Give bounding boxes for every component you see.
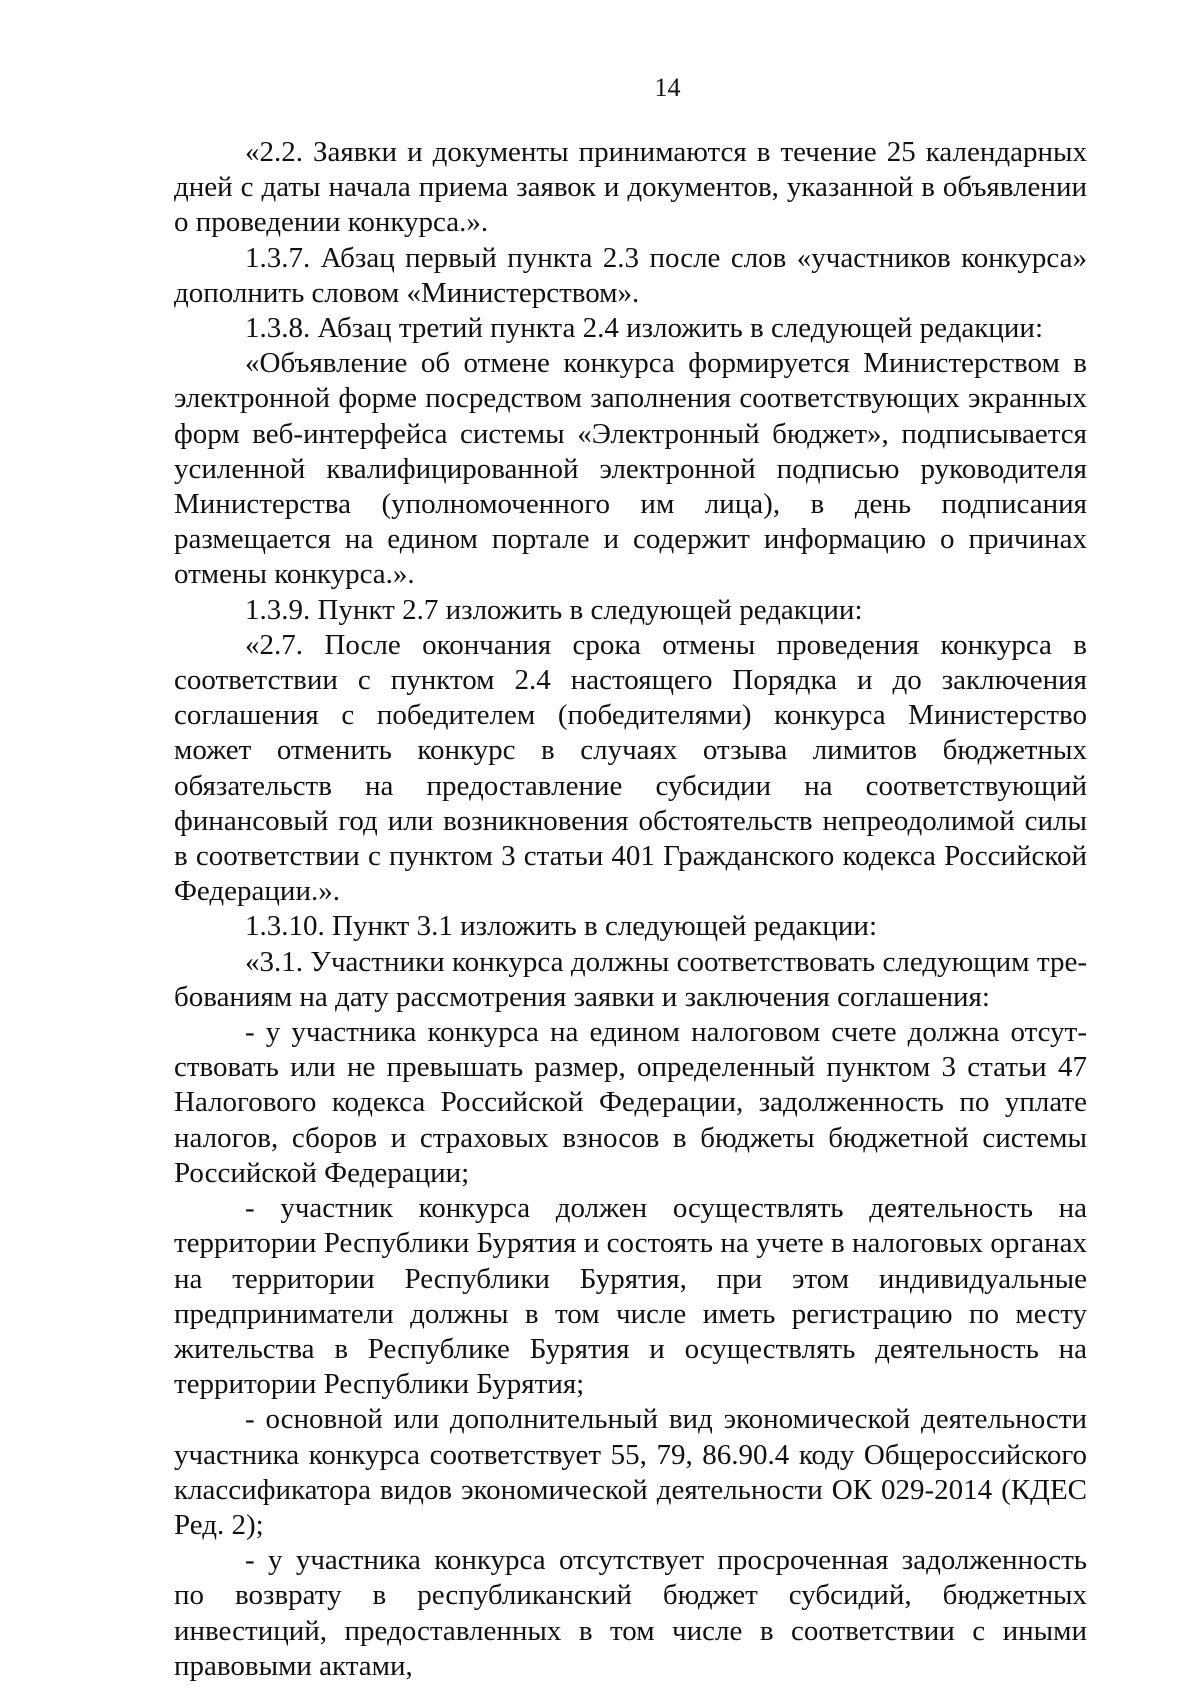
list-item-tax-debt: - у участника конкурса на едином налоговом счете должна отсутствовать или не превышать размер, определенный пунктом 3 статьи 47 Налогового кодекса Российской Федерации, задолженность по уплате налогов, сборов и страховых взносов в бюджеты бюджетной системы Российской Федерации;	[174, 1016, 1087, 1189]
paragraph-announcement-cancel: «Объявление об отмене конкурса формируется Министерством в электронной форме посредством заполнения соответствующих экранных форм веб-интерфейса системы «Электронный бюджет», подписывается усиленной квалифицированной электронной подписью руководителя Министерства (уполномоченного им лица), в день подписания размещается на едином портале и содержит информацию о причинах отмены конкурса.».	[174, 347, 1087, 591]
list-item-overdue-debt: - у участника конкурса отсутствует просроченная задолженность по возврату в республиканский бюджет субсидий, бюджетных инвестиций, предоставленных в том числе в соответствии с иными правовыми актами,	[174, 1544, 1087, 1682]
paragraph-1-3-8: 1.3.8. Абзац третий пункта 2.4 изложить в следующей редакции:	[245, 312, 1043, 345]
page-number: 14	[654, 73, 681, 102]
paragraph-1-3-10: 1.3.10. Пункт 3.1 изложить в следующей редакции:	[245, 910, 878, 943]
document-body	[174, 135, 1087, 1684]
paragraph-2-2: «2.2. Заявки и документы принимаются в течение 25 календарных дней с даты начала приема заявок и документов, указанной в объявлении о проведении конкурса.».	[174, 136, 1087, 239]
paragraph-1-3-7: 1.3.7. Абзац первый пункта 2.3 после слов «участников конкурса» дополнить словом «Министерством».	[174, 241, 1087, 309]
list-item-territory: - участник конкурса должен осуществлять деятельность на территории Республики Бурятия и состоять на учете в налоговых органах на территории Республики Бурятия, при этом индивидуальные предприниматели должны в том числе иметь регистрацию по месту жительства в Республике Бурятия и осуществлять деятельность на территории Республики Бурятия;	[174, 1192, 1087, 1401]
paragraph-3-1: «3.1. Участники конкурса должны соответствовать следующим требованиям на дату рассмотрения заявки и заключения соглашения:	[174, 945, 1087, 1013]
paragraph-2-7: «2.7. После окончания срока отмены проведения конкурса в соответствии с пунктом 2.4 настоящего Порядка и до заключения соглашения с победителем (победителями) конкурса Министерство может отменить конкурс в случаях отзыва лимитов бюджетных обязательств на предоставление субсидии на соответствующий финансовый год или возникновения обстоятельств непреодолимой силы в соответствии с пунктом 3 статьи 401 Гражданского кодекса Российской Федерации.».	[174, 628, 1087, 908]
list-item-activity-code: - основной или дополнительный вид экономической деятельности участника конкурса соответствует 55, 79, 86.90.4 коду Общероссийского классификатора видов экономической деятельности ОК 029-2014 (КДЕС Ред. 2);	[174, 1403, 1087, 1541]
paragraph-1-3-9: 1.3.9. Пункт 2.7 изложить в следующей редакции:	[245, 593, 863, 626]
